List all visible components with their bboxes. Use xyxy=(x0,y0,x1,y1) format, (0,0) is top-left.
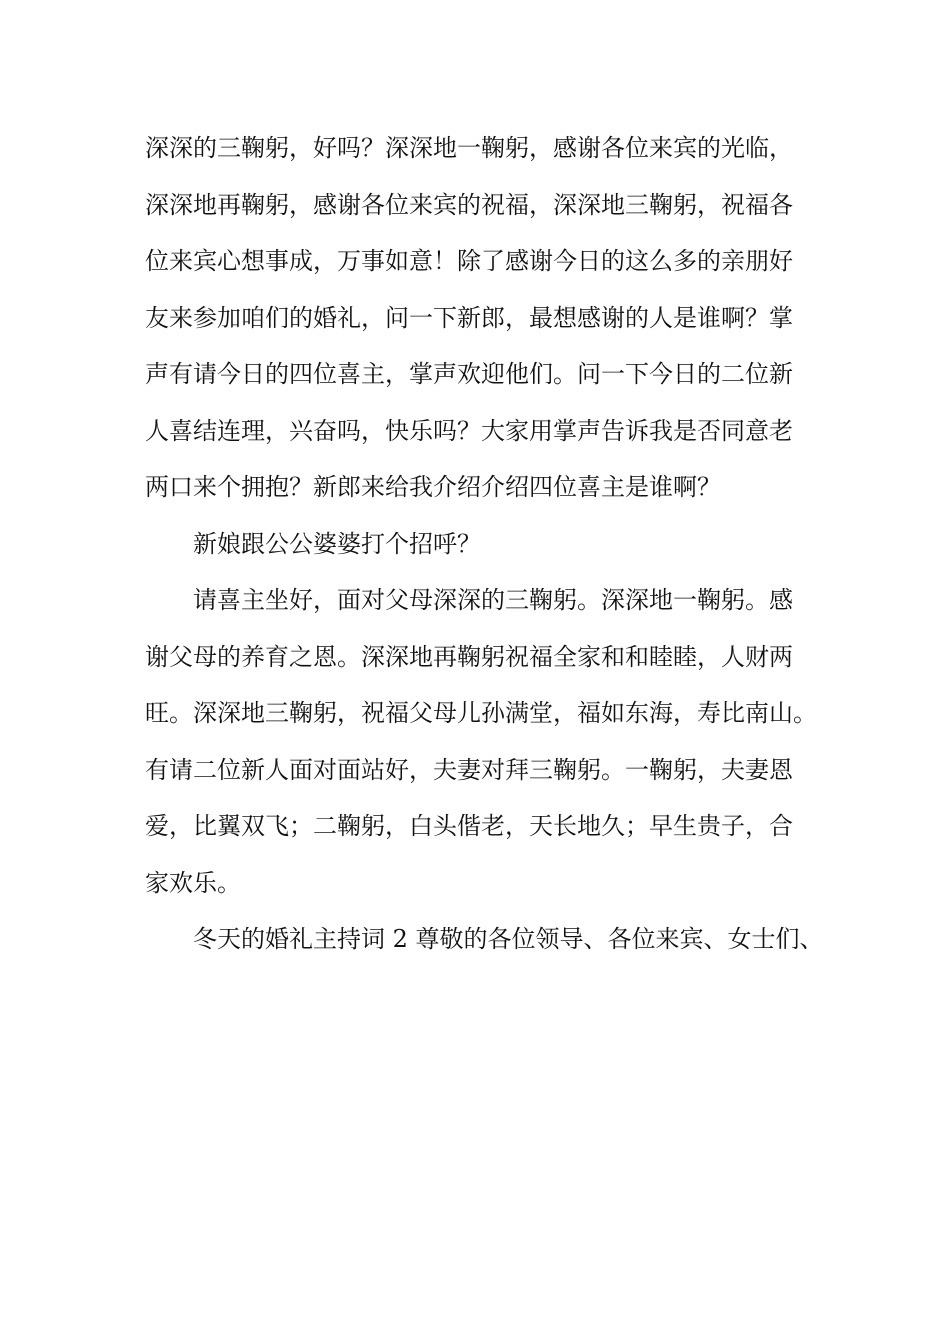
paragraph-start-line: 新娘跟公公婆婆打个招呼？ xyxy=(193,529,481,558)
text-line: 人喜结连理，兴奋吗，快乐吗？大家用掌声告诉我是否同意老 xyxy=(145,416,793,445)
text-line: 位来宾心想事成，万事如意！除了感谢今日的这么多的亲朋好 xyxy=(145,247,793,275)
document-body xyxy=(145,128,825,976)
text-line: 家欢乐。 xyxy=(145,868,241,897)
text-line: 有请二位新人面对面站好，夫妻对拜三鞠躬。一鞠躬，夫妻恩 xyxy=(145,755,793,784)
text-line: 深深的三鞠躬，好吗？深深地一鞠躬，感谢各位来宾的光临， xyxy=(145,134,793,162)
text-line: 深深地再鞠躬，感谢各位来宾的祝福，深深地三鞠躬，祝福各 xyxy=(145,190,793,219)
text-line: 旺。深深地三鞠躬，祝福父母儿孙满堂，福如东海，寿比南山。 xyxy=(145,699,817,727)
paragraph-start-line: 请喜主坐好，面对父母深深的三鞠躬。深深地一鞠躬。感 xyxy=(193,586,793,614)
text-line: 爱，比翼双飞；二鞠躬，白头偕老，天长地久；早生贵子，合 xyxy=(145,812,793,840)
text-line: 谢父母的养育之恩。深深地再鞠躬祝福全家和和睦睦，人财两 xyxy=(145,642,793,671)
text-line: 两口来个拥抱？新郎来给我介绍介绍四位喜主是谁啊？ xyxy=(145,473,721,501)
text-line: 声有请今日的四位喜主，掌声欢迎他们。问一下今日的二位新 xyxy=(145,360,793,388)
paragraph-start-line: 冬天的婚礼主持词 2 尊敬的各位领导、各位来宾、女士们、 xyxy=(193,925,824,953)
text-line: 友来参加咱们的婚礼，问一下新郎，最想感谢的人是谁啊？掌 xyxy=(145,303,793,332)
